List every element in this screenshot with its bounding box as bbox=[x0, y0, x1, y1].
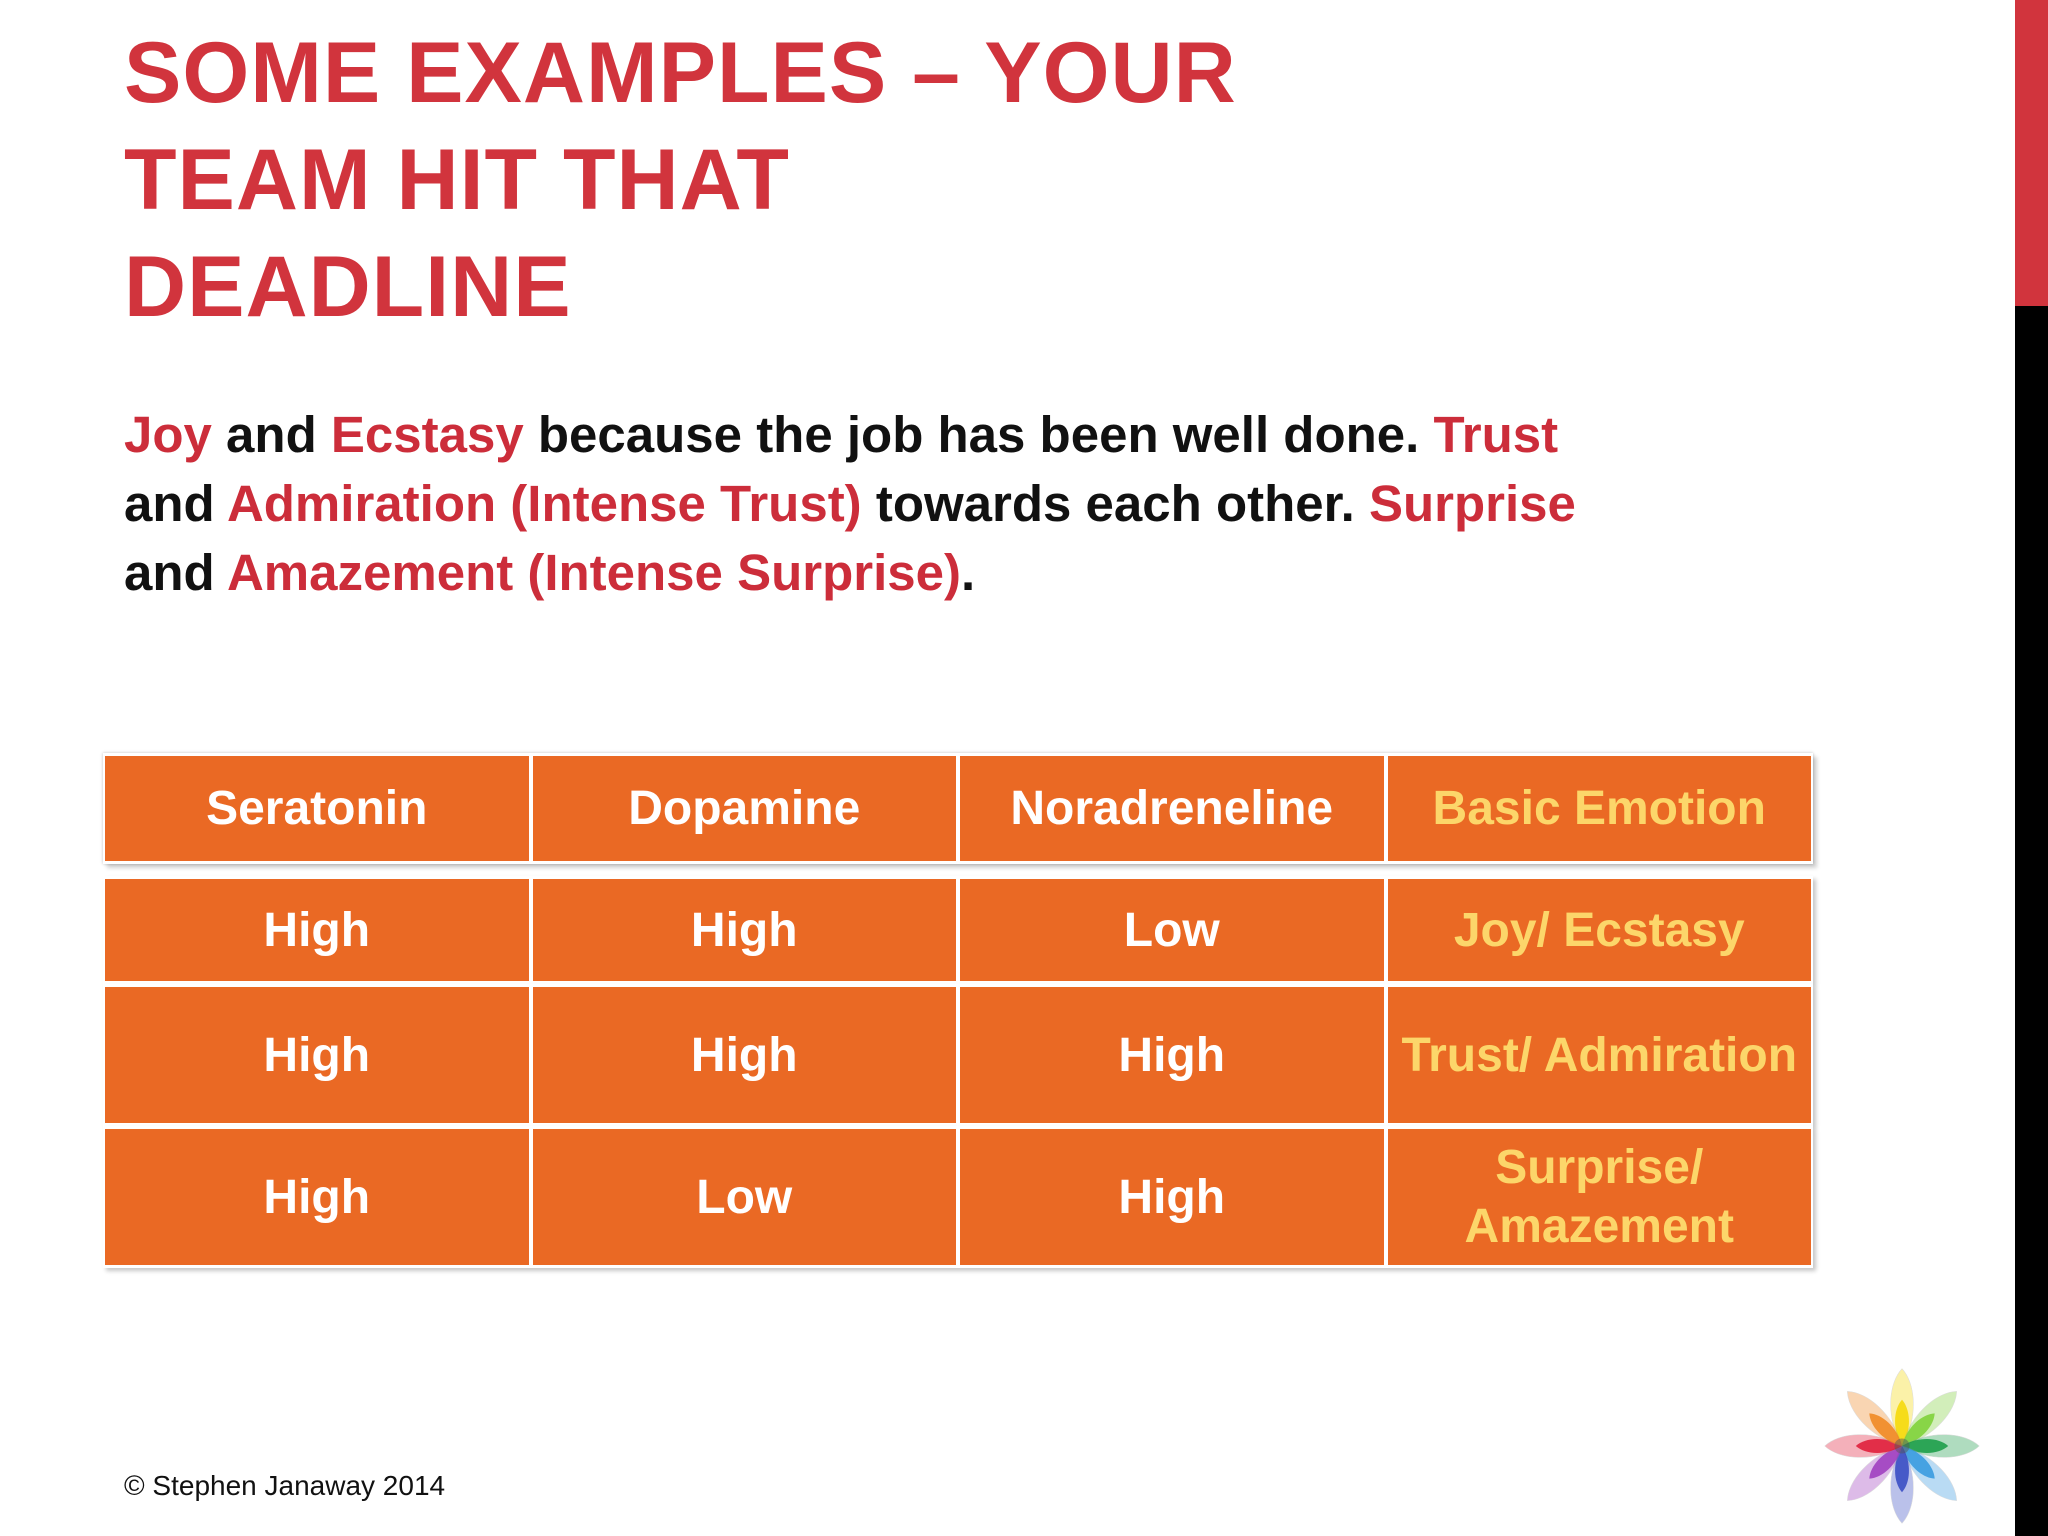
emotion-cell: Joy/ Ecstasy bbox=[1388, 879, 1812, 981]
title-line-3: DEADLINE bbox=[124, 239, 572, 335]
table-cell: High bbox=[533, 987, 957, 1123]
title-line-2: TEAM HIT THAT bbox=[124, 132, 790, 228]
side-accent-bar-black bbox=[2015, 306, 2048, 1536]
emotion-term: Admiration (Intense Trust) bbox=[226, 475, 862, 532]
header-cell-noradreneline: Noradreneline bbox=[960, 756, 1384, 861]
neurotransmitter-emotion-table bbox=[103, 753, 1813, 1268]
table-cell: High bbox=[533, 879, 957, 981]
body-text-run: and bbox=[211, 406, 331, 463]
body-text-run: because the job has been well done. bbox=[523, 406, 1434, 463]
copyright-notice: © Stephen Janaway 2014 bbox=[124, 1470, 446, 1501]
title-line-1: SOME EXAMPLES – YOUR bbox=[124, 25, 1237, 121]
emotion-cell: Trust/ Admiration bbox=[1388, 987, 1812, 1123]
plutchik-wheel-icon bbox=[1818, 1362, 1986, 1530]
emotion-term: Surprise bbox=[1368, 475, 1576, 532]
table-cell: Low bbox=[960, 879, 1384, 981]
slide-title bbox=[124, 20, 1624, 341]
table-cell: High bbox=[960, 987, 1384, 1123]
table-row bbox=[103, 876, 1813, 984]
table-cell: High bbox=[105, 987, 529, 1123]
table-cell: High bbox=[105, 879, 529, 981]
body-paragraph bbox=[124, 400, 1824, 607]
side-accent-bar-red bbox=[2015, 0, 2048, 306]
body-text-run: towards each other. bbox=[861, 475, 1369, 532]
table-header-row bbox=[103, 753, 1813, 864]
body-text-run: and bbox=[124, 475, 227, 532]
table-cell: High bbox=[105, 1129, 529, 1265]
header-cell-seratonin: Seratonin bbox=[105, 756, 529, 861]
table-cell: Low bbox=[533, 1129, 957, 1265]
header-cell-dopamine: Dopamine bbox=[533, 756, 957, 861]
body-line-2 bbox=[124, 469, 1824, 538]
emotion-term: Trust bbox=[1433, 406, 1559, 463]
emotion-cell: Surprise/ Amazement bbox=[1388, 1129, 1812, 1265]
emotion-term: Ecstasy bbox=[330, 406, 524, 463]
emotion-term: Amazement (Intense Surprise) bbox=[226, 544, 961, 601]
body-text-run: and bbox=[124, 544, 227, 601]
body-line-3 bbox=[124, 538, 1824, 607]
body-line-1 bbox=[124, 400, 1824, 469]
body-text-run: . bbox=[960, 544, 976, 601]
header-cell-basic-emotion: Basic Emotion bbox=[1388, 756, 1812, 861]
table-row bbox=[103, 1126, 1813, 1268]
table-row bbox=[103, 984, 1813, 1126]
emotion-term: Joy bbox=[124, 406, 212, 463]
table-cell: High bbox=[960, 1129, 1384, 1265]
